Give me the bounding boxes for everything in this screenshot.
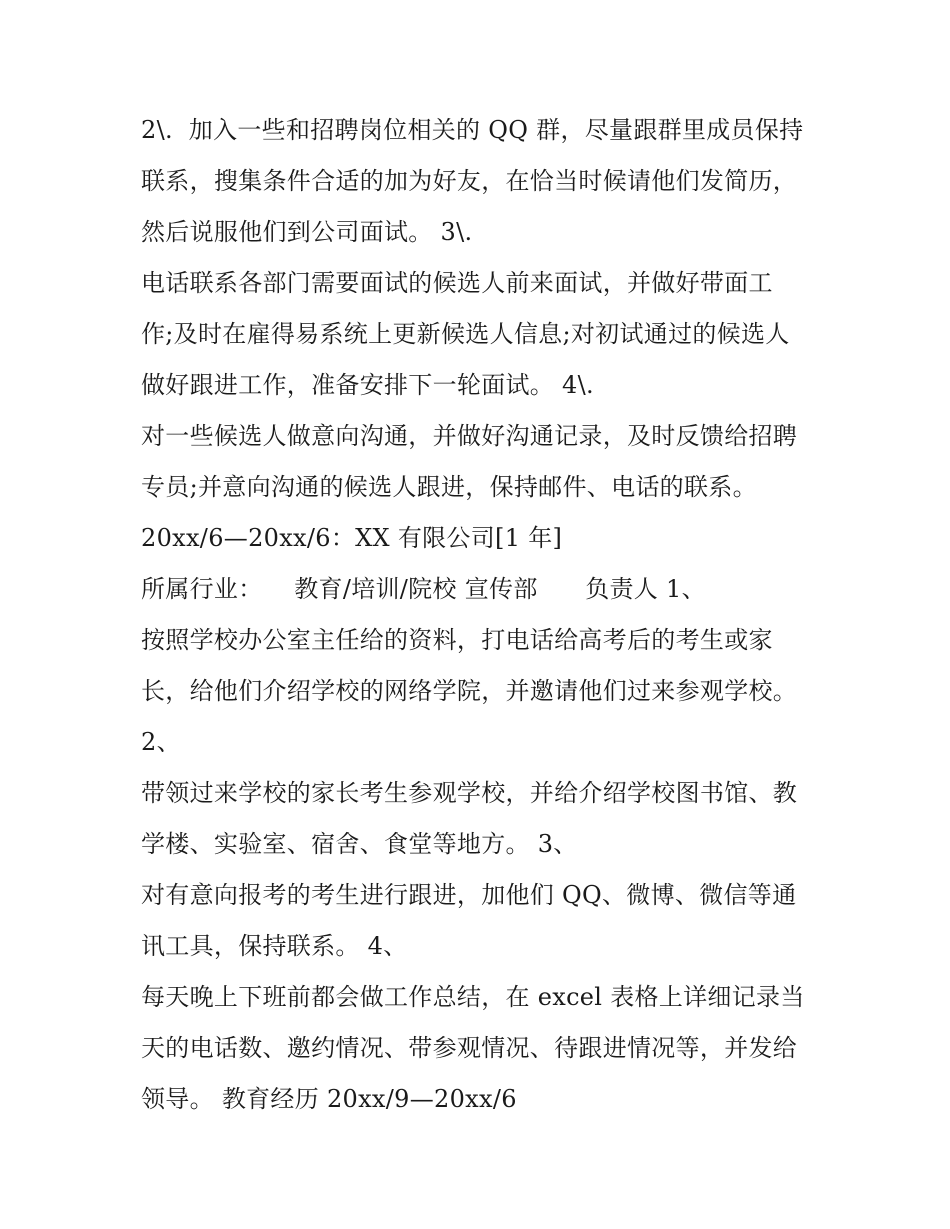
text-line: 学楼、实验室、宿舍、食堂等地方。 3、 xyxy=(141,830,578,858)
text-line: 然后说服他们到公司面试。 3\. xyxy=(141,218,473,246)
text-line: 20xx/6—20xx/6：XX 有限公司[1 年] xyxy=(141,524,563,552)
text-line: 作;及时在雇得易系统上更新候选人信息;对初试通过的候选人 xyxy=(141,320,790,348)
text-line: 所属行业： 教育/培训/院校 宣传部 负责人 1、 xyxy=(141,575,706,603)
text-line: 带领过来学校的家长考生参观学校，并给介绍学校图书馆、教 xyxy=(141,779,798,807)
text-line: 每天晚上下班前都会做工作总结，在 excel 表格上详细记录当 xyxy=(141,983,805,1011)
text-line: 2\. 加入一些和招聘岗位相关的 QQ 群，尽量跟群里成员保持 xyxy=(141,116,804,144)
document-body xyxy=(141,108,821,1128)
text-line: 电话联系各部门需要面试的候选人前来面试，并做好带面工 xyxy=(141,269,773,297)
text-line: 天的电话数、邀约情况、带参观情况、待跟进情况等，并发给 xyxy=(141,1034,798,1062)
text-line: 2、 xyxy=(141,728,181,756)
text-line: 联系，搜集条件合适的加为好友，在恰当时候请他们发简历， xyxy=(141,167,798,195)
text-line: 专员;并意向沟通的候选人跟进，保持邮件、电话的联系。 xyxy=(141,473,757,501)
text-line: 按照学校办公室主任给的资料，打电话给高考后的考生或家 xyxy=(141,626,773,654)
text-line: 讯工具，保持联系。 4、 xyxy=(141,932,408,960)
text-line: 做好跟进工作，准备安排下一轮面试。 4\. xyxy=(141,371,594,399)
text-line: 领导。 教育经历 20xx/9—20xx/6 xyxy=(141,1085,517,1113)
text-line: 对一些候选人做意向沟通，并做好沟通记录，及时反馈给招聘 xyxy=(141,422,798,450)
text-line: 对有意向报考的考生进行跟进，加他们 QQ、微博、微信等通 xyxy=(141,881,797,909)
text-line: 长，给他们介绍学校的网络学院，并邀请他们过来参观学校。 xyxy=(141,677,798,705)
